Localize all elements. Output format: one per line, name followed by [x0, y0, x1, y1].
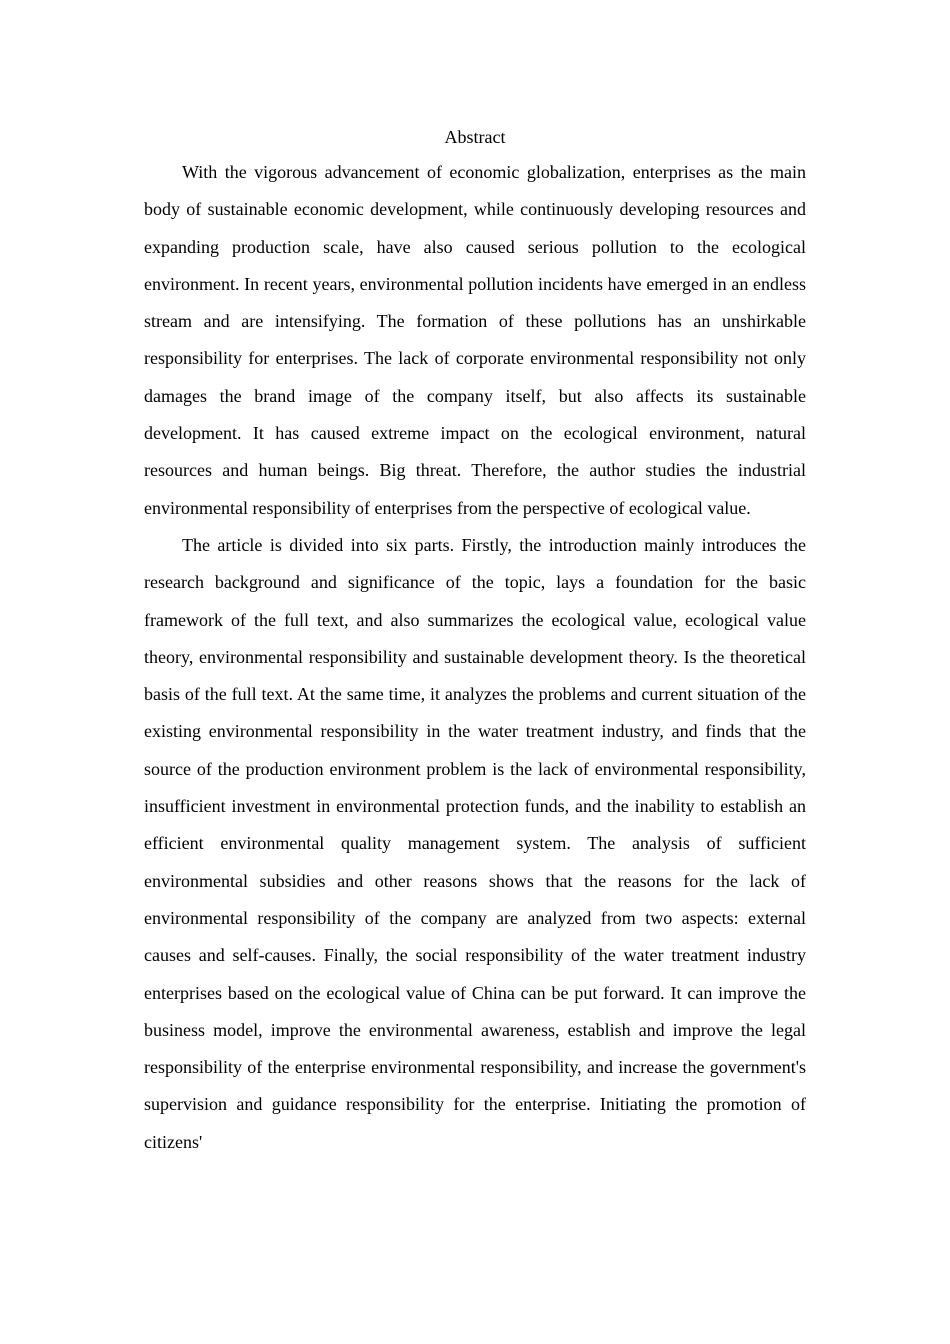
abstract-paragraph-2: The article is divided into six parts. Firstly, the introduction mainly introduces the research background and significance of the topic, lays a foundation for the basic framework of the full text, and also summarizes the ecological value, ecological value theory, environmental responsibility and sustainable development theory. Is the theoretical basis of the full text. At the same time, it analyzes the problems and current situation of the existing environmental responsibility in the water treatment industry, and finds that the source of the production environment problem is the lack of environmental responsibility, insufficient investment in environmental protection funds, and the inability to establish an efficient environmental quality management system. The analysis of sufficient environmental subsidies and other reasons shows that the reasons for the lack of environmental responsibility of the company are analyzed from two aspects: external causes and self-causes. Finally, the social responsibility of the water treatment industry enterprises based on the ecological value of China can be put forward. It can improve the business model, improve the environmental awareness, establish and improve the legal responsibility of the enterprise environmental responsibility, and increase the government's supervision and guidance responsibility for the enterprise. Initiating the promotion of citizens' [144, 534, 806, 1152]
abstract-title: Abstract [444, 127, 506, 147]
abstract-paragraph-1: With the vigorous advancement of economic globalization, enterprises as the main body of sustainable economic development, while continuously developing resources and expanding production scale, have also caused serious pollution to the ecological environment. In recent years, environmental pollution incidents have emerged in an endless stream and are intensifying. The formation of these pollutions has an unshirkable responsibility for enterprises. The lack of corporate environmental responsibility not only damages the brand image of the company itself, but also affects its sustainable development. It has caused extreme impact on the ecological environment, natural resources and human beings. Big threat. Therefore, the author studies the industrial environmental responsibility of enterprises from the perspective of ecological value. [144, 162, 806, 518]
abstract-section [144, 124, 806, 1161]
